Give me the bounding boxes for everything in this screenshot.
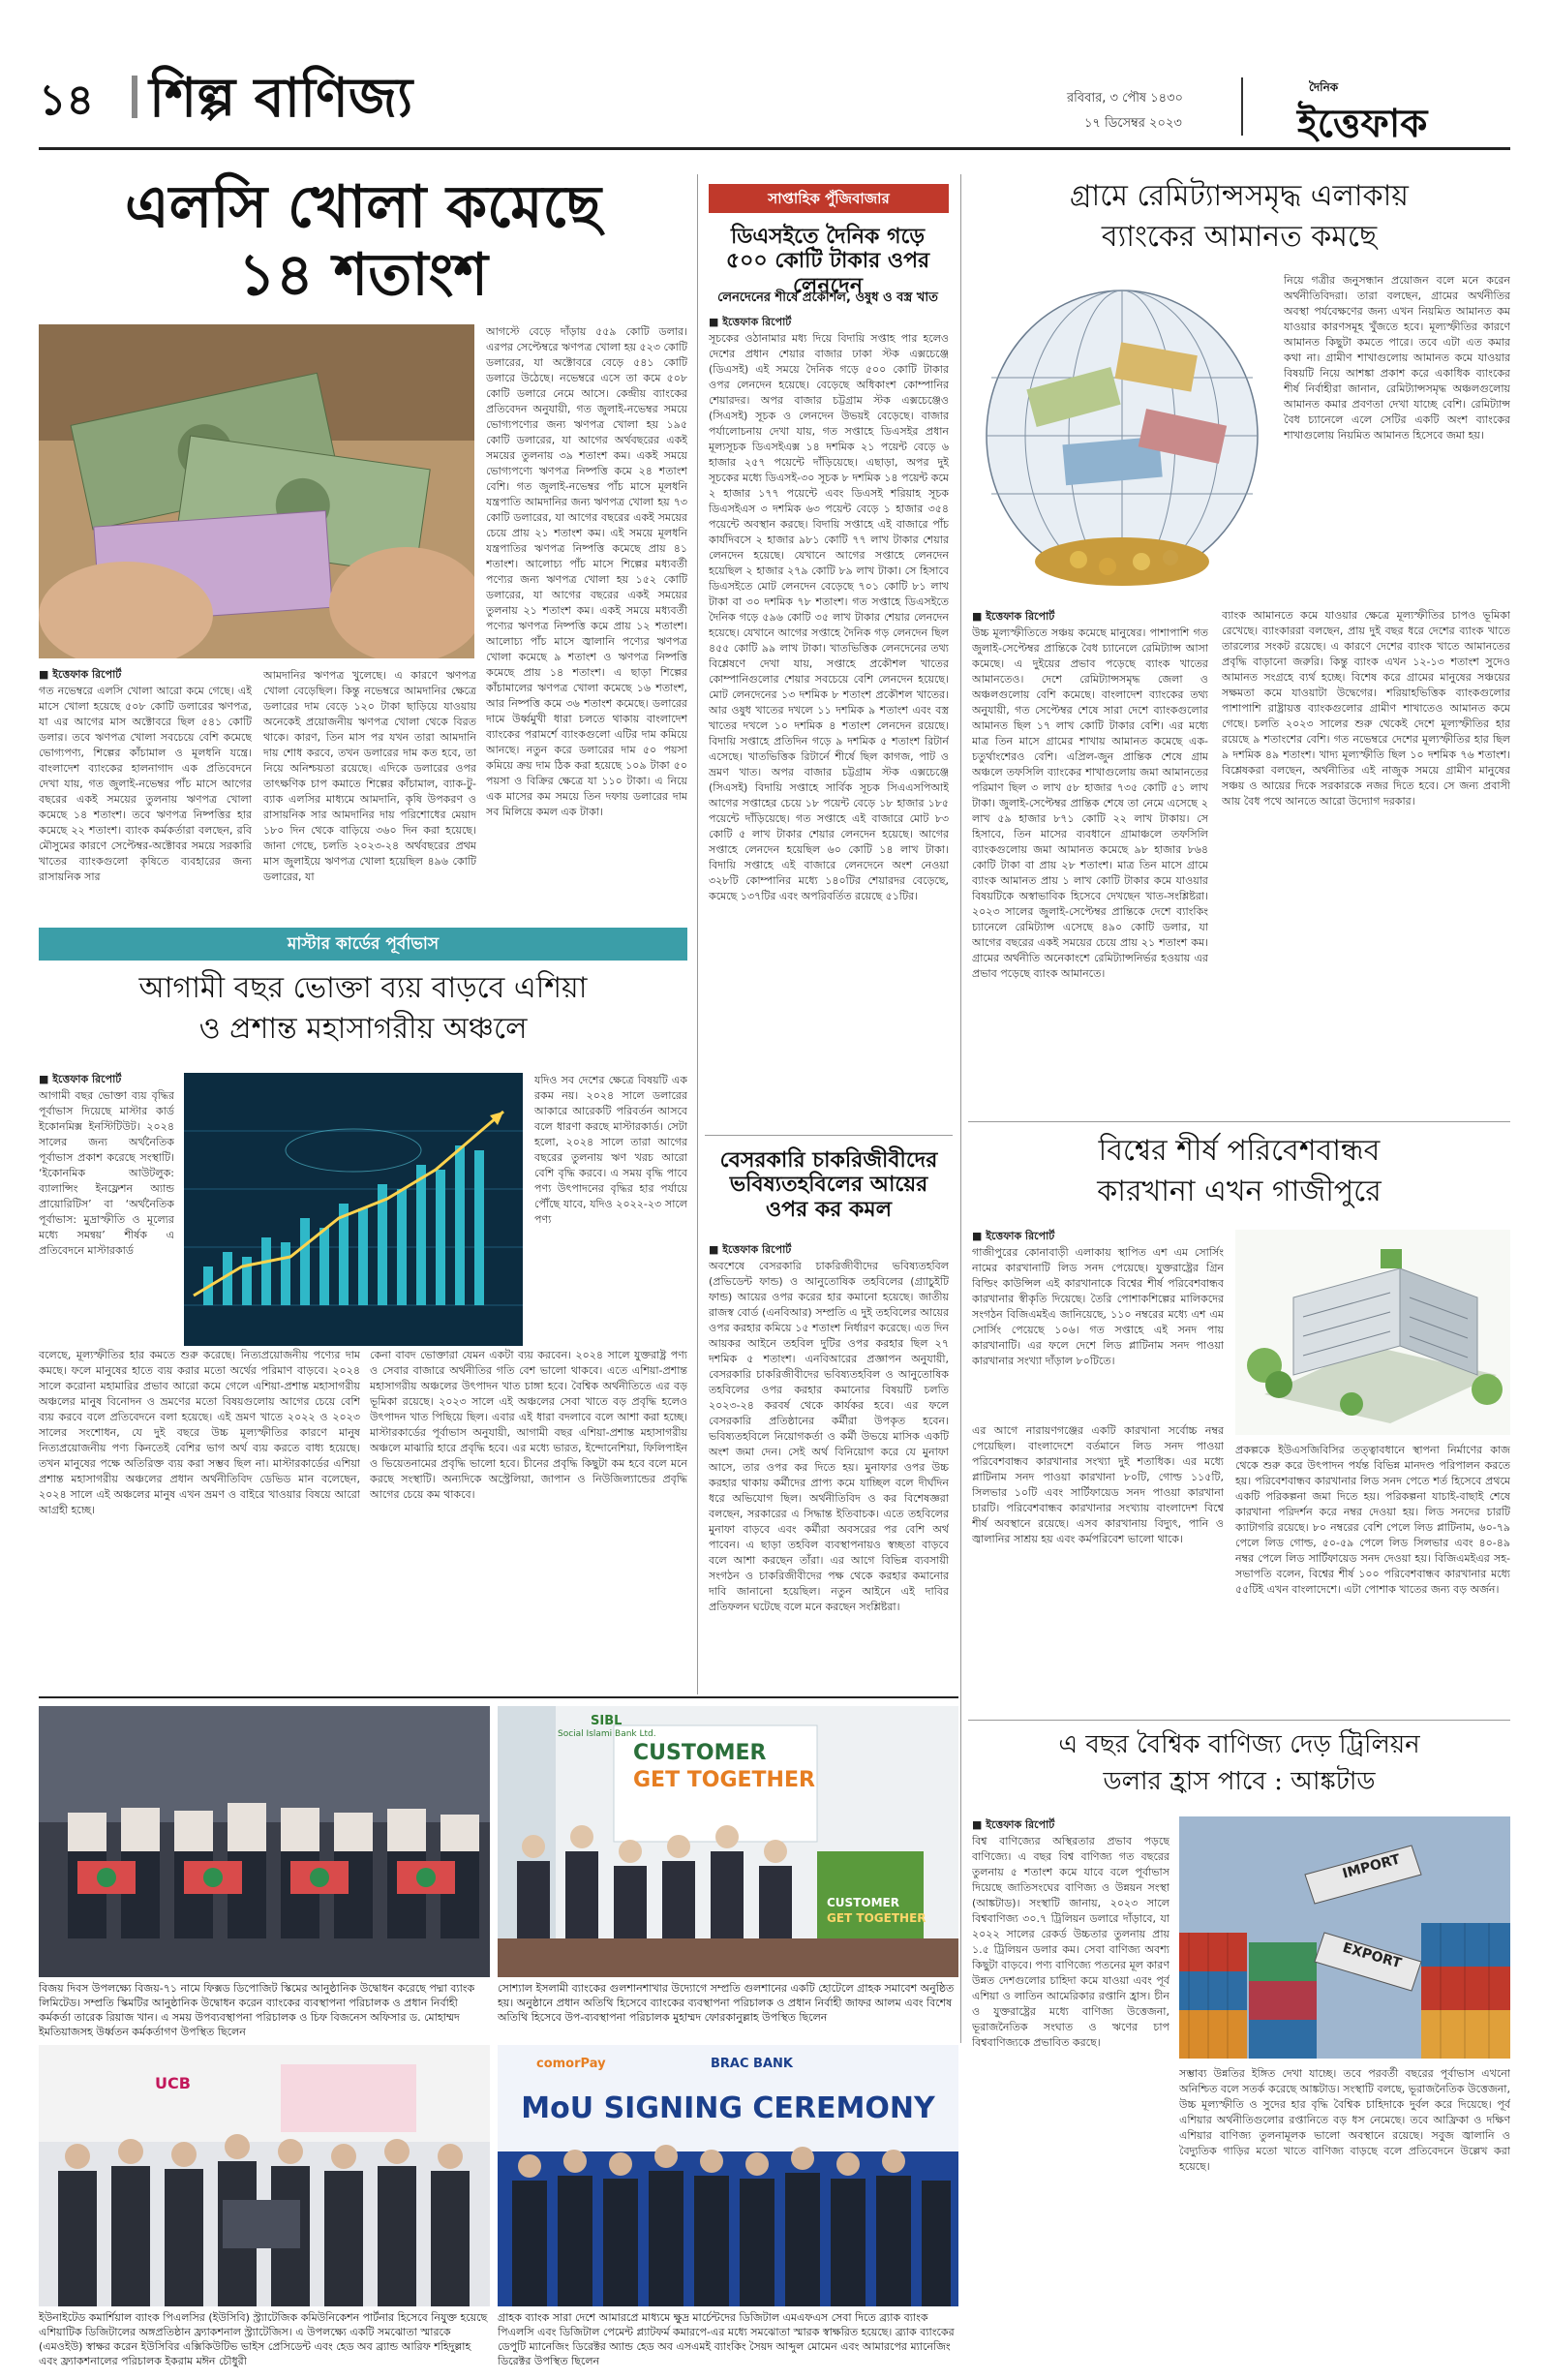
trade-headline-line1: এ বছর বৈশ্বিক বাণিজ্য দেড় ট্রিলিয়ন [1058,1730,1420,1759]
lc-headline-line2: ১৪ শতাংশ [237,241,488,309]
caption-padma-bank: বিজয় দিবস উপলক্ষ্যে বিজয়-৭১ নামে ফিক্সড ডিপোজিট স্কিমের আনুষ্ঠানিক উদ্বোধন করেছে পদ্মা ব্যাংক লিমিটেড। সম্প্রতি স্কিমটির আনুষ্ঠানিক উদ্বোধন করেন ব্যাংকের ব্যবস্থাপনা পরিচালক ও প্রধান নির্বাহী কর্মকর্তা তারেক রিয়াজ খান। এ সময় উপব্যবস্থাপনা পরিচালক ও চিফ বিজনেস অফিসার ড. মোহাম্মদ ইমতিয়াজসহ উর্ধ্বতন কর্মকর্তাগণ উপস্থিত ছিলেন [39,1982,475,2038]
lc-body-col3: আগস্টে বেড়ে দাঁড়ায় ৫৫৯ কোটি ডলার। এরপর সেপ্টেম্বরে ঋণপত্র খোলা হয় ৫২৩ কোটি ডলারের, যা অক্টোবরে বেড়ে ৫৪১ কোটি ডলারে উঠেছে। নভেম্বরে এসে তা কমে ৫০৮ কোটি ডলারে নেমে আসে। কেন্দ্রীয় ব্যাংকের প্রতিবেদন অনুযায়ী, গত জুলাই-নভেম্বর সময়ে ভোগ্যপণ্যের জন্য ঋণপত্র খোলা হয় ১৯৫ কোটি ডলারের, যা আগের অর্থবছরের একই সময়ের তুলনায় ৩৯ শতাংশ কম। একই সময়ে ভোগ্যপণ্যে ঋণপত্র নিষ্পত্তি কমে ২৪ শতাংশ বেশি। গত জুলাই-নভেম্বর পাঁচ মাসে মূলধনি যন্ত্রপাতি আমদানির জন্য ঋণপত্র খোলা হয় ৭৩ কোটি ডলারের, যা আগের বছরের একই সময়ের চেয়ে প্রায় ২১ শতাংশ কম। এই সময়ে মূলধনি যন্ত্রপাতির ঋণপত্র নিষ্পত্তি কমেছে প্রায় ৪১ শতাংশ। আলোচ্য পাঁচ মাসে শিল্পের মধ্যবর্তী পণ্যের জন্য ঋণপত্র খোলা হয় ১৫২ কোটি ডলারের, যা আগের বছরের একই সময়ের তুলনায় ২১ শতাংশ কম। একই সময়ে মধ্যবর্তী পণ্যের ঋণপত্র নিষ্পত্তি কমে প্রায় ১২ শতাংশ। আলোচ্য পাঁচ মাসে জ্বালানি পণ্যের ঋণপত্র খোলা কমেছে ৯ শতাংশ ও ঋণপত্র নিষ্পত্তি কমেছে প্রায় ১৪ শতাংশ। এ ছাড়া শিল্পের কাঁচামালের ঋণপত্র খোলা কমেছে ১৬ শতাংশ, আর নিষ্পত্তি কমে ৩৬ শতাংশ কমেছে। ডলারের দামে উর্ধ্বমুখী ধারা চলতে থাকায় বাংলাদেশ ব্যাংকের পরামর্শে ব্যাংকগুলো এটির দাম কমিয়ে আনছে। নতুন করে ডলারের দাম ৫০ পয়সা কমিয়ে ক্রয় দাম ঠিক করা হয়েছে ১০৯ টাকা ৫০ পয়সা ও বিক্রির ক্ষেত্রে যা ১১০ টাকা। এ নিয়ে এক মাসের কম সময়ে তিন দফায় ডলারের দাম সব মিলিয়ে কমল এক টাকা। [486,325,687,818]
private-top-rule [705,1135,953,1136]
ucb-logo-text: UCB [155,2074,191,2092]
master-body-col2: যদিও সব দেশের ক্ষেত্রে বিষয়টি এক রকম নয়। ২০২৪ সালে ডলারের আকারে আরেকটি পরিবর্তন আসবে বলে ধারণা করছে মাস্টারকার্ড। সেটা হলো, ২০২৪ সালে তারা আগের বছরের তুলনায় ঋণ খরচ আরো বেশি বৃদ্ধি করবে। এ সময় বৃদ্ধি পাবে পণ্য উৎপাদনের বৃদ্ধির হার পর্যায়ে পৌঁছে যাবে, যদিও ২০২২-২৩ সালে পণ্য [534,1074,687,1226]
weekly-headline: ডিএসইতে দৈনিক গড়ে ৫০০ কোটি টাকার ওপর লেনদেন [725,224,930,298]
paper-logo-small: দৈনিক [1309,80,1339,94]
section-title: শিল্প বাণিজ্য [149,66,413,130]
page-number-bar [132,76,137,118]
trade-headline-line2: ডলার হ্রাস পাবে : আঙ্কটাড [1103,1767,1376,1796]
caption-brac: গ্রাহক ব্যাংক সারা দেশে আমারপ্রে মাধ্যমে ক্ষুদ্র মার্চেন্টদের ডিজিটাল এমএফএস সেবা দিতে ব্র্যাক ব্যাংক পিএলসি এবং ডিজিটাল পেমেন্ট প্ল্যাটফর্ম কমারপে-এর মধ্যে সমঝোতা স্মারক স্বাক্ষরিত হয়েছে। ব্র্যাক ব্যাংকের ডেপুটি ম্যানেজিং ডিরেক্টর অ্যান্ড হেড অব এসএমই ব্যাংকিং সৈয়দ আব্দুল মোমেন এবং আমারপের ম্যানেজিং ডিরেক্টর উপস্থিত ছিলেন [498,2311,955,2367]
page-number: ১৪ [39,76,95,125]
private-body: অবশেষে বেসরকারি চাকরিজীবীদের ভবিষ্যতহবিল (প্রভিডেন্ট ফান্ড) ও আনুতোষিক তহবিলের (গ্র্যাচুইটি ফান্ড) আয়ের ওপর করের হার কমানো হয়েছে। জাতীয় রাজস্ব বোর্ড (এনবিআর) সম্প্রতি এ দুই তহবিলের আয়ের ওপর করহার কমিয়ে ১৫ শতাংশ নির্ধারণ করেছে। এত দিন আয়কর আইনে তহবিল দুটির ওপর করহার ছিল ২৭ দশমিক ৫ শতাংশ। এনবিআরের প্রজ্ঞাপন অনুযায়ী, বেসরকারি চাকরিজীবীদের ভবিষ্যতহবিল ও আনুতোষিক তহবিলের ওপর করহার কমানোর বিষয়টি চলতি ২০২৩-২৪ করবর্ষ থেকে কার্যকর হবে। এর ফলে বেসরকারি প্রতিষ্ঠানের কর্মীরা উপকৃত হবেন। ভবিষ্যতহবিলে নিয়োগকর্তা ও কর্মী উভয়ে মাসিক একটি অংশ জমা দেন। সেই অর্থ বিনিয়োগ করে যে মুনাফা আসে, তার ওপর কর দিতে হয়। মুনাফার ওপর উচ্চ করহার থাকায় কর্মীদের প্রাপ্য কমে যাচ্ছিল বলে দীর্ঘদিন ধরে অভিযোগ ছিল। অর্থনীতিবিদ ও কর বিশেষজ্ঞরা বলছেন, সরকারের এ সিদ্ধান্ত ইতিবাচক। এতে তহবিলের মুনাফা বাড়বে এবং কর্মীরা অবসরের পর বেশি অর্থ পাবেন। এ ছাড়া তহবিল ব্যবস্থাপনায়ও স্বচ্ছতা বাড়বে বলে আশা করছেন তাঁরা। এর আগে বিভিন্ন ব্যবসায়ী সংগঠন ও চাকরিজীবীদের পক্ষ থেকে করহার কমানোর দাবি জানানো হয়েছিল। নতুন আইনে এই দাবির প্রতিফলন ঘটেছে বলে মনে করছেন সংশ্লিষ্টরা। [709,1260,949,1613]
master-body-wide2: কেনা বাবদ ভোক্তারা যেমন একটা ব্যয় করবেন। ২০২৪ সালে যুক্তরাষ্ট্র পণ্য ও সেবার বাজারে অর্থনীতির গতি বেশ ভালো থাকবে। এতে এশিয়া-প্রশান্ত মহাসাগরীয় অঞ্চলের উৎপাদন খাত চাঙ্গা হবে। বৈশ্বিক অর্থনীতিতে এর বড় ভূমিকা রয়েছে। ২০২৩ সালে এই অঞ্চলের সেবা খাতে বড় প্রবৃদ্ধি হলেও উৎপাদন খাত পিছিয়ে ছিল। এবার এই ধারা বদলাবে বলে আশা করা হচ্ছে। মাস্টারকার্ডের পূর্বাভাস অনুযায়ী, আগামী বছর এশিয়া-প্রশান্ত মহাসাগরীয় অঞ্চলে মাঝারি হারে প্রবৃদ্ধি হবে। এর মধ্যে ভারত, ইন্দোনেশিয়া, ফিলিপাইন ও ভিয়েতনামের প্রবৃদ্ধি ভালো হবে। চীনের প্রবৃদ্ধি কিছুটা কম হবে বলে মনে করছে সংস্থাটি। অন্যদিকে অস্ট্রেলিয়া, জাপান ও নিউজিল্যান্ডের প্রবৃদ্ধি আগের চেয়ে কম থাকবে। [370,1349,687,1501]
column-rule-2 [960,174,961,2043]
weekly-subhead: লেনদেনের শীর্ষে প্রকৌশল, ওষুধ ও বস্ত্র খাত [717,290,938,305]
customer-banner-text-2: CUSTOMER [827,1896,899,1909]
remit-side-col: নিয়ে গত্রীর জনুসন্ধান প্রয়োজন বলে মনে করেন অর্থনীতিবিদরা। তারা বলছেন, গ্রামের অর্থনীতির অবস্থা পর্যবেক্ষণের জন্য এখন নিয়মিত আমানত কম যাওয়ার কারণসমূহ খুঁজতে হবে। মূল্যস্ফীতির কারণে আমানত কিছুটা কমতে পারে। তবে এটা এত কমার কথা না। গ্রামীণ শাখাগুলোয় আমানত কমে যাওয়ার বিষয়টি নিয়ে আশঙ্কা প্রকাশ করে একাধিক ব্যাংকের শীর্ষ নির্বাহীরা জানান, রেমিট্যান্সসমৃদ্ধ অঞ্চলগুলোয় আমানত কমার প্রবণতা দেখা যাচ্ছে বেশি। রেমিট্যান্স বৈধ চ্যানেলে এলে সেটির একটি অংশ ব্যাংকের শাখাগুলোয় নিয়মিত আমানত হিসেবে জমা হয়। [1284,274,1510,442]
photo-padma-bank [39,1706,490,1977]
gazipur-headline-line2: কারখানা এখন গাজীপুরে [1097,1175,1382,1208]
weekly-label-band: সাপ্তাহিক পুঁজিবাজার [709,184,949,213]
gazipur-top-rule [968,1121,1510,1122]
trade-body: বিশ্ব বাণিজ্যের অস্থিরতার প্রভাব পড়ছে বাণিজ্যে। এ বছর বিশ্ব বাণিজ্য গত বছরের তুলনায় ৫ শতাংশ কমে যাবে বলে পূর্বাভাস দিয়েছে জাতিসংঘের বাণিজ্য ও উন্নয়ন সংস্থা (আঙ্কটাড)। সংস্থাটি জানায়, ২০২৩ সালে বিশ্ববাণিজ্য ৩০.৭ ট্রিলিয়ন ডলারে দাঁড়াবে, যা ২০২২ সালের রেকর্ড উচ্চতার তুলনায় প্রায় ১.৫ ট্রিলিয়ন ডলার কম। সেবা বাণিজ্য অবশ্য কিছুটা বাড়বে। পণ্য বাণিজ্যে পতনের মূল কারণ উন্নত দেশগুলোর চাহিদা কমে যাওয়া এবং পূর্ব এশিয়া ও লাতিন আমেরিকার রপ্তানি হ্রাস। চীন ও যুক্তরাষ্ট্রের মধ্যে বাণিজ্য উত্তেজনা, ভূরাজনৈতিক সংঘাত ও ঋণের চাপ বিশ্ববাণিজ্যকে প্রভাবিত করছে। [972,1835,1169,2049]
brac-logo-text: BRAC BANK [711,2057,793,2071]
lc-byline: ■ ইত্তেফাক রিপোর্ট [39,668,122,681]
date-english: ১৭ ডিসেম্বর ২০২৩ [1084,116,1182,131]
gazipur-photo-factory [1235,1230,1510,1435]
lc-photo-money [39,324,474,658]
caption-sibl: সোশ্যাল ইসলামী ব্যাংকের গুলশানশাখার উদ্যোগে সম্প্রতি গুলশানের একটি হোটেলে গ্রাহক সমাবেশ অনুষ্ঠিত হয়। অনুষ্ঠানে প্রধান অতিথি হিসেবে ব্যাংকের ব্যবস্থাপনা পরিচালক ও প্রধান নির্বাহী জাফর আলম এবং বিশেষ অতিথি হিসেবে উপ-ব্যবস্থাপনা পরিচালক মুহাম্মদ ফোরকানুল্লাহ উপস্থিত ছিলেন [498,1982,955,2024]
customer-banner-text: CUSTOMER [633,1741,767,1765]
remit-body: উচ্চ মূল্যস্ফীতিতে সঞ্চয় কমেছে মানুষের। পাশাপাশি গত জুলাই-সেপ্টেম্বর প্রান্তিকে বৈধ চ্যানেলে রেমিট্যান্স আসা কমেছে। এ দুইয়ের প্রভাব পড়েছে ব্যাংক খাতের আমানতেও। দেশে রেমিট্যান্সসমৃদ্ধ জেলা ও অঞ্চলগুলোয় বেশি কমেছে। বাংলাদেশ ব্যাংকের তথ্য অনুযায়ী, গত সেপ্টেম্বর শেষে সারা দেশে ব্যাংকগুলোর আমানত ছিল ১৭ লাখ কোটি টাকার বেশি। এর মধ্যে মাত্র তিন মাসে গ্রামের শাখায় আমানত কমেছে এক-চতুর্থাংশেরও বেশি। এপ্রিল-জুন প্রান্তিক শেষে গ্রাম অঞ্চলে তফসিলি ব্যাংকের শাখাগুলোয় জমা আমানতের পরিমাণ ছিল ৩ লাখ ৫৮ হাজার ৭৩৫ কোটি ৫১ লাখ টাকা। জুলাই-সেপ্টেম্বর প্রান্তিক শেষে তা নেমে এসেছে ২ লাখ ৫৯ হাজার ৮৭১ কোটি ২২ লাখ টাকায়। সে হিসাবে, তিন মাসের ব্যবধানে গ্রামাঞ্চলে তফসিলি ব্যাংকগুলোয় জমা আমানত কমেছে ৯৮ হাজার ৮৬৪ কোটি টাকা বা প্রায় ২৮ শতাংশ। মাত্র তিন মাসে গ্রামে ব্যাংক আমানত প্রায় ১ লাখ কোটি টাকার কমে যাওয়ার বিষয়টিকে অস্বাভাবিক হিসেবে দেখছেন খাত-সংশ্লিষ্টরা। ২০২৩ সালের জুলাই-সেপ্টেম্বর প্রান্তিকে দেশে ব্যাংকিং চ্যানেলে রেমিট্যান্স এসেছে ৪৯০ কোটি ডলার, যা আগের বছরের একই সময়ের চেয়ে প্রায় ২১ শতাংশ কম। গ্রামের অর্থনীতি অনেকাংশে রেমিট্যান্সনির্ভর হওয়ায় এর প্রভাব পড়েছে ব্যাংক আমানতে। [972,626,1208,980]
caption-ucb: ইউনাইটেড কমার্শিয়াল ব্যাংক পিএলসির (ইউসিবি) স্ট্র্যাটেজিক কমিউনিকেশন পার্টনার হিসেবে নিযুক্ত হয়েছে এশিয়াটিক ডিজিটালের অঙ্গপ্রতিষ্ঠান ফ্র্যাকশনাল স্ট্র্যাটেজিস। এ উপলক্ষ্যে একটি সমঝোতা স্মারকে (এমওইউ) স্বাক্ষর করেন ইউসিবির এক্সিকিউটিভ ভাইস প্রেসিডেন্ট এবং হেড অব ব্র্যান্ড আরিফ শহিদুল্লাহ এবং ফ্র্যাকশনালের পরিচালক ইকরাম মঈন চৌধুরী [39,2311,488,2367]
private-headline: বেসরকারি চাকরিজীবীদের ভবিষ্যতহবিলের আয়ের ওপর কর কমল [719,1147,938,1222]
master-byline: ■ ইত্তেফাক রিপোর্ট [39,1073,122,1085]
masthead-divider [1241,77,1243,136]
lc-body-col1: গত নভেম্বরে এলসি খোলা আরো কমে গেছে। এই মাসে খোলা হয়েছে ৫০৮ কোটি ডলারের ঋণপত্র, যা এর আগের মাস অক্টোবরে ছিল ৫৪১ কোটি ডলার। তবে ঋণপত্র খোলা সবচেয়ে বেশি কমেছে ভোগ্যপণ্য, শিল্পের কাঁচামাল ও মূলধনি যন্ত্রে। বাংলাদেশ ব্যাংকের হালনাগাদ এক প্রতিবেদনে দেখা যায়, গত জুলাই-নভেম্বর পাঁচ মাসে আগের বছরের একই সময়ের তুলনায় ঋণপত্র খোলা কমেছে ১৪ শতাংশ। তবে ঋণপত্র নিষ্পত্তির হার কমেছে ২২ শতাংশ। ব্যাংক কর্মকর্তারা বলছেন, রবি মৌসুমের কারণে সেপ্টেম্বর-অক্টোবর সময়ে সরকারি খাতের ব্যাংকগুলো কৃষিতে ব্যবহারের জন্য রাসায়নিক সার [39,685,252,883]
date-bengali: রবিবার, ৩ পৌষ ১৪৩০ [1067,91,1184,106]
lc-headline-line1: এলসি খোলা কমেছে [124,173,602,241]
master-label-band: মাস্টার কার্ডের পূর্বাভাস [39,928,687,961]
photo-brac-mou [498,2045,958,2306]
sibl-logo-text: SIBL [591,1714,623,1728]
masthead [39,39,1510,145]
remit-headline-line2: ব্যাংকের আমানত কমছে [1101,220,1378,254]
master-headline-line2: ও প্রশান্ত মহাসাগরীয় অঞ্চলে [198,1012,528,1046]
remit-body-col2: ব্যাংক আমানতে কমে যাওয়ার ক্ষেত্রে মূল্যস্ফীতির চাপও ভূমিকা রেখেছে। ব্যাংকাররা বলছেন, প্রায় দুই বছর ধরে দেশের ব্যাংক খাতে তারল্যের সংকট রয়েছে। এ কারণে দেশের ব্যাংক খাতে আমানতের প্রবৃদ্ধি বাড়ানো জরুরি। কিন্তু ব্যাংক এখন ১২-১৩ শতাংশ সুদেও আমানত সংগ্রহে ব্যর্থ হচ্ছে। বিশেষ করে গ্রামের মানুষের সঞ্চয়ের সক্ষমতা কমে যাওয়াটা উদ্বেগের। শরিয়াহভিত্তিক ব্যাংকগুলোর পাশাপাশি রাষ্ট্রায়ত্ত ব্যাংকগুলোর গ্রামীণ শাখাতেও আমানত কমে গেছে। চলতি ২০২৩ সালের শুরু থেকেই দেশে মূল্যস্ফীতির হার রয়েছে ৯ শতাংশের বেশি। গত নভেম্বরে দেশের মূল্যস্ফীতির হার ছিল ৯ দশমিক ৪৯ শতাংশ। খাদ্য মূল্যস্ফীতি ছিল ১০ দশমিক ৭৬ শতাংশ। বিশ্লেষকরা বলছেন, অর্থনীতির এই নাজুক সময়ে গ্রামীণ মানুষের সঞ্চয় ও আয়ের দিকে সরকারকে নজর দিতে হবে। সে জন্য প্রবাসী আয় বৈধ পথে আনতে আরো উদ্যোগ দরকার। [1222,609,1510,808]
remit-headline-line1: গ্রামে রেমিট্যান্সসমৃদ্ধ এলাকায় [1070,179,1409,213]
mou-banner-text: MoU SIGNING CEREMONY [521,2091,935,2125]
master-headline-line1: আগামী বছর ভোক্তা ব্যয় বাড়বে এশিয়া [138,971,588,1005]
export-sign-text: EXPORT [1341,1939,1404,1972]
comorpay-logo-text: comorPay [536,2057,606,2071]
photos-top-rule [39,1696,958,1698]
weekly-body: সূচকের ওঠানামার মধ্য দিয়ে বিদায়ি সপ্তাহ পার হলেও দেশের প্রধান শেয়ার বাজার ঢাকা স্টক এক্সচেঞ্জে (ডিএসই) এই সময়ে দৈনিক গড়ে ৫০০ কোটি টাকার ওপর লেনদেন হয়েছে। বেড়েছে অধিকাংশ কোম্পানির শেয়ারদর। অপর বাজার চট্টগ্রাম স্টক এক্সচেঞ্জেও (সিএসই) সূচক ও লেনদেন উভয়ই বেড়েছে। বাজার পর্যালোচনায় দেখা যায়, গত সপ্তাহে ডিএসইর প্রধান মূল্যসূচক ডিএসইএক্স ১৪ দশমিক ২১ পয়েন্ট বেড়ে ৬ হাজার ২৫৭ পয়েন্টে দাঁড়িয়েছে। এছাড়া, অপর দুই সূচকের মধ্যে ডিএসই-৩০ সূচক ৮ দশমিক ১৪ পয়েন্ট কমে ২ হাজার ১৭৭ পয়েন্টে এবং ডিএসই শরিয়াহ সূচক ডিএসইএস ৩ দশমিক ৬৩ পয়েন্ট বেড়ে ১ হাজার ৩৫৪ পয়েন্টে অবস্থান করছে। বিদায়ি সপ্তাহে এই বাজারে পাঁচ কার্যদিবসে ২ হাজার ৯৮১ কোটি ৭৭ লাখ টাকার শেয়ার লেনদেন হয়েছে। যেখানে আগের সপ্তাহে লেনদেন হয়েছিল ২ হাজার ২৭৯ কোটি ৮৯ লাখ টাকা। সে হিসাবে ডিএসইতে মোট লেনদেন বেড়েছে ৭০১ কোটি ৮১ লাখ টাকা বা ৩০ দশমিক ৭৮ শতাংশ। গত সপ্তাহে ডিএসইতে দৈনিক গড়ে ৫৯৬ কোটি ৩৫ লাখ টাকার শেয়ার লেনদেন হয়েছে। যেখানে আগের সপ্তাহে দৈনিক গড় লেনদেন ছিল ৪৫৫ কোটি ৯৯ লাখ টাকা। খাতভিত্তিক লেনদেনের তথ্য বিশ্লেষণে দেখা যায়, সপ্তাহে প্রকৌশল খাতের কোম্পানিগুলোর শেয়ার সবচেয়ে বেশি লেনদেন হয়েছে। মোট লেনদেনের ১৩ দশমিক ৮ শতাংশ প্রকৌশল খাতের। আর ওষুধ খাতের দখলে ১১ দশমিক ৯ শতাংশ এবং বস্ত্র খাতের দখলে ১০ দশমিক ৪ শতাংশ লেনদেন রয়েছে। বিদায়ি সপ্তাহে প্রতিদিন গড়ে ৯ দশমিক ৫ শতাংশ রিটার্ন এসেছে। খাতভিত্তিক রিটার্নে শীর্ষে ছিল কাগজ, পাট ও ভ্রমণ খাত। অপর বাজার চট্টগ্রাম স্টক এক্সচেঞ্জে (সিএসই) বিদায়ি সপ্তাহে সার্বিক সূচক সিএএসপিআই আগের সপ্তাহের চেয়ে ১৮ পয়েন্ট বেড়ে ১৮ হাজার ১৮৫ পয়েন্টে দাঁড়িয়েছে। গত সপ্তাহে এই বাজারে মোট ৮৩ কোটি ৫ লাখ টাকার শেয়ার লেনদেন হয়েছে। আগের সপ্তাহে লেনদেন হয়েছিল ৬০ কোটি ১৪ লাখ টাকা। বিদায়ি সপ্তাহে এই বাজারে লেনদেনে অংশ নেওয়া ৩২৮টি কোম্পানির মধ্যে ১৪০টির শেয়ারদর বেড়েছে, কমেছে ১৩৭টির এবং অপরিবর্তিত রয়েছে ৫১টির। [709,332,949,902]
trade-top-rule [968,1720,1510,1721]
master-photo-chart [184,1073,523,1346]
remit-photo-globe [972,271,1272,600]
gazipur-byline: ■ ইত্তেফাক রিপোর্ট [972,1230,1055,1242]
gazipur-side: প্রকল্পকে ইউএসজিবিসির তত্ত্বাবধানে স্থাপনা নির্মাণের কাজ থেকে শুরু করে উৎপাদন পর্যন্ত বিভিন্ন মানদণ্ড পরিপালন করতে হয়। পরিবেশবান্ধব কারখানার লিড সনদ পেতে শর্ত হিসেবে প্রথমে একটি পরিকল্পনা জমা দিতে হয়। পরিকল্পনা যাচাই-বাছাই শেষে কারখানা পরিদর্শন করে নম্বর দেওয়া হয়। লিড সনদের চারটি ক্যাটাগরি রয়েছে। ৮০ নম্বরের বেশি পেলে লিড প্লাটিনাম, ৬০-৭৯ পেলে লিড গোল্ড, ৫০-৫৯ পেলে লিড সিলভার এবং ৪০-৪৯ নম্বর পেলে লিড সার্টিফায়েড সনদ দেওয়া হয়। বিজিএমইএর সহ-সভাপতি বলেন, বিশ্বের শীর্ষ ১০০ পরিবেশবান্ধব কারখানার মধ্যে ৫৫টিই এখন বাংলাদেশে। এটা পোশাক খাতের জন্য বড় অর্জন। [1235,1444,1510,1596]
private-byline: ■ ইত্তেফাক রিপোর্ট [709,1243,792,1256]
trade-side: সম্ভাব্য উন্নতির ইঙ্গিত দেখা যাচ্ছে। তবে পরবর্তী বছরের পূর্বাভাস এখনো অনিশ্চিত বলে সতর্ক করেছে আঙ্কটাড। সংস্থাটি বলছে, ভূরাজনৈতিক উত্তেজনা, উচ্চ মূল্যস্ফীতি ও সুদের হার বৃদ্ধি বৈশ্বিক চাহিদাকে দুর্বল করে দিয়েছে। পূর্ব এশিয়ার অর্থনীতিগুলোর রপ্তানিতে বড় ধস নেমেছে। তবে আফ্রিকা ও দক্ষিণ এশিয়ার বাণিজ্য তুলনামূলক ভালো অবস্থানে রয়েছে। সবুজ জ্বালানি ও বৈদ্যুতিক গাড়ির মতো খাতে বাণিজ্য বাড়ছে বলে প্রতিবেদনে উল্লেখ করা হয়েছে। [1179,2067,1510,2173]
trade-byline: ■ ইত্তেফাক রিপোর্ট [972,1818,1055,1831]
photo-ucb-mou [39,2045,490,2306]
get-together-banner-text: GET TOGETHER [633,1768,815,1792]
masthead-rule [39,147,1510,150]
gazipur-body: গাজীপুরের কোনাবাড়ী এলাকায় স্থাপিত এশ এম সোর্সিং নামের কারখানাটি লিড সনদ পেয়েছে। যুক্তরাষ্ট্রের গ্রিন বিল্ডিং কাউন্সিল এই কারখানাকে বিশ্বের শীর্ষ পরিবেশবান্ধব কারখানার স্বীকৃতি দিয়েছে। তৈরি পোশাকশিল্পের মালিকদের সংগঠন বিজিএমইএ জানিয়েছে, ১১০ নম্বরের মধ্যে এশ এম সোর্সিং পেয়েছে ১০৬। গত সপ্তাহে এই সনদ পায় কারখানাটি। এর ফলে দেশে লিড প্লাটিনাম সনদ পাওয়া কারখানার সংখ্যা দাঁড়াল ৮০টিতে। [972,1246,1224,1367]
get-together-banner-text-2: GET TOGETHER [827,1911,926,1925]
sibl-bank-name: Social Islami Bank Ltd. [558,1729,656,1739]
remit-byline: ■ ইত্তেফাক রিপোর্ট [972,610,1055,623]
master-body-col1: আগামী বছর ভোক্তা ব্যয় বৃদ্ধির পূর্বাভাস দিয়েছে মাস্টার কার্ড ইকোনমিক্স ইনস্টিটিউট। ২০২৪ সালের জন্য অর্থনৈতিক পূর্বাভাস প্রকাশ করেছে সংস্থাটি। ‘ইকোনমিক আউটলুক: ব্যালান্সিং ইনফ্লেশন অ্যান্ড প্রায়োরিটিস’ বা ‘অর্থনৈতিক পূর্বাভাস: মুদ্রাস্ফীতি ও মূল্যের মধ্যে সমন্বয়’ শীর্ষক এ প্রতিবেদনে মাস্টারকার্ড [39,1089,174,1257]
master-body-wide1: বলেছে, মূল্যস্ফীতির হার কমতে শুরু করেছে। নিত্যপ্রয়োজনীয় পণ্যের দাম কমছে। ফলে মানুষের হাতে ব্যয় করার মতো অর্থের পরিমাণ বাড়বে। ২০২৪ সালে করোনা মহামারির প্রভাব আরো কমে গেলে এশিয়া-প্রশান্ত মহাসাগরীয় অঞ্চলের মানুষ বিনোদন ও ভ্রমণের মতো বিষয়গুলোয় আগের চেয়ে বেশি ব্যয় করবে বলে প্রতিবেদনে বলা হয়েছে। এই ভ্রমণ খাতে ২০২২ ও ২০২৩ সালের সংশোধন, যে দুই বছরে উচ্চ মূল্যস্ফীতির কারণে মানুষ নিত্যপ্রয়োজনীয় পণ্য কিনতেই বেশির ভাগ অর্থ ব্যয় করতে বাধ্য হয়েছে। তখন মানুষের পক্ষে অতিরিক্ত ব্যয় করা সম্ভব ছিল না। মাস্টারকার্ডের এশিয়া প্রশান্ত মহাসাগরীয় অঞ্চলের প্রধান অর্থনীতিবিদ ডেভিড মান বলেছেন, ২০২৪ সালে এই অঞ্চলের মানুষ এখন ভ্রমণ ও বাইরে খাওয়ার বিষয়ে আরো আগ্রহী হচ্ছে। [39,1349,360,1516]
weekly-byline: ■ ইত্তেফাক রিপোর্ট [709,316,792,328]
gazipur-body-col2: এর আগে নারায়ণগঞ্জের একটি কারখানা সর্বোচ্চ নম্বর পেয়েছিল। বাংলাদেশে বর্তমানে লিড সনদ পাওয়া পরিবেশবান্ধব কারখানার সংখ্যা দুই শতাধিক। এর মধ্যে প্লাটিনাম সনদ পাওয়া কারখানা ৮০টি, গোল্ড ১১৫টি, সিলভার ১০টি এবং সার্টিফায়েড সনদ পাওয়া কারখানা চারটি। পরিবেশবান্ধব কারখানার সংখ্যায় বাংলাদেশ বিশ্বে শীর্ষ অবস্থানে রয়েছে। এসব কারখানায় বিদ্যুৎ, পানি ও জ্বালানির সাশ্রয় হয় এবং কর্মপরিবেশ ভালো থাকে। [972,1424,1224,1545]
trade-photo-containers [1179,1816,1510,2059]
lc-body-col2: আমদানির ঋণপত্র খুলেছে। এ কারণে ঋণপত্র খোলা বেড়েছিল। কিন্তু নভেম্বরে আমদানির ক্ষেত্রে ডলারের দাম বেড়ে ১২০ টাকা ছাড়িয়ে যাওয়ায় অনেকেই প্রয়োজনীয় ঋণপত্র খোলা থেকে বিরত থাকে। কারণ, তিন মাস পর যখন তারা আমদানি দায় শোধ করবে, তখন ডলারের দাম কত হবে, তা নিয়ে অনিশ্চয়তা রয়েছে। এদিকে ডলারের ওপর তাৎক্ষণিক চাপ কমাতে শিল্পের কাঁচামাল, ব্যাক-টু-ব্যাক এলসির মাধ্যমে আমদানি, কৃষি উপকরণ ও রাসায়নিক সার আমদানির দায় পরিশোধের মেয়াদ ১৮০ দিন থেকে বাড়িয়ে ৩৬০ দিন করা হয়েছে। জানা গেছে, চলতি ২০২৩-২৪ অর্থবছরের প্রথম মাস জুলাইয়ে ঋণপত্র খোলা হয়েছিল ৪৯৬ কোটি ডলারের, যা [263,669,476,883]
column-rule-1 [697,174,698,1694]
gazipur-headline-line1: বিশ্বের শীর্ষ পরিবেশবান্ধব [1098,1134,1381,1168]
photo-sibl-event [498,1706,958,1977]
import-sign-text: IMPORT [1340,1851,1403,1882]
paper-logo: ইত্তেফাক [1297,101,1428,146]
